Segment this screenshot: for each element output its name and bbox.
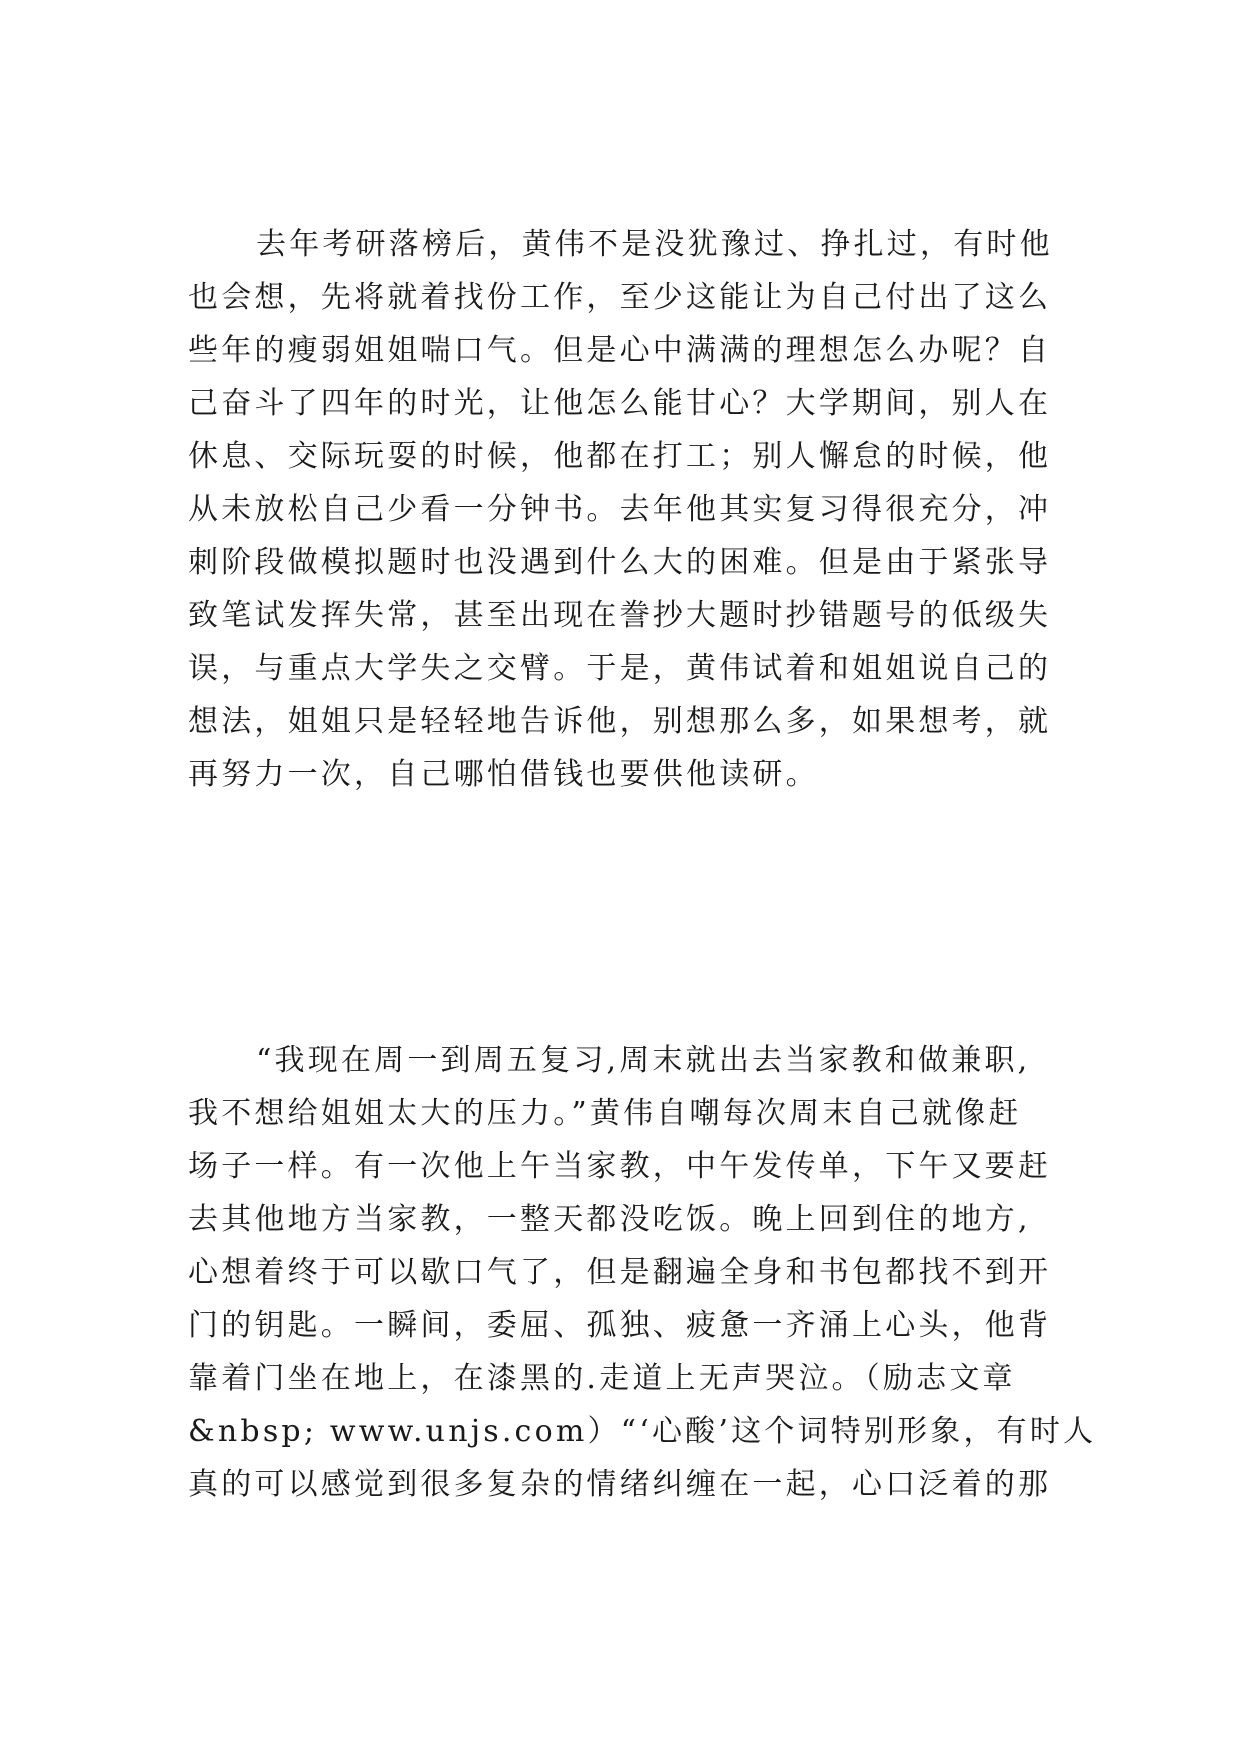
paragraph-line: 误，与重点大学失之交臂。于是，黄伟试着和姐姐说自己的 — [188, 651, 1052, 686]
paragraph-line: &nbsp; www.unjs.com）“‘心酸’这个词特别形象，有时人 — [188, 1414, 1097, 1449]
paragraph-line: 靠着门坐在地上，在漆黑的.走道上无声哭泣。（励志文章 — [188, 1361, 1016, 1396]
paragraph-line: 休息、交际玩耍的时候，他都在打工；别人懈怠的时候，他 — [188, 439, 1052, 474]
paragraph-2 — [188, 1034, 1097, 1511]
paragraph-line: 想法，姐姐只是轻轻地告诉他，别想那么多，如果想考，就 — [188, 704, 1052, 739]
paragraph-line: 我不想给姐姐太大的压力。”黄伟自嘲每次周末自己就像赶 — [188, 1096, 1022, 1131]
paragraph-line: 刺阶段做模拟题时也没遇到什么大的困难。但是由于紧张导 — [188, 545, 1052, 580]
paragraph-line: 门的钥匙。一瞬间，委屈、孤独、疲惫一齐涌上心头，他背 — [188, 1308, 1052, 1343]
paragraph-line: 心想着终于可以歇口气了，但是翻遍全身和书包都找不到开 — [188, 1255, 1052, 1290]
paragraph-line: 也会想，先将就着找份工作，至少这能让为自己付出了这么 — [188, 280, 1052, 315]
paragraph-line: 再努力一次，自己哪怕借钱也要供他读研。 — [188, 757, 819, 792]
paragraph-line: “我现在周一到周五复习,周末就出去当家教和做兼职, — [256, 1043, 1031, 1078]
paragraph-line: 场子一样。有一次他上午当家教，中午发传单，下午又要赶 — [188, 1149, 1052, 1184]
paragraph-line: 从未放松自己少看一分钟书。去年他其实复习得很充分，冲 — [188, 492, 1052, 527]
paragraph-line: 致笔试发挥失常，甚至出现在誊抄大题时抄错题号的低级失 — [188, 598, 1052, 633]
paragraph-line: 些年的瘦弱姐姐喘口气。但是心中满满的理想怎么办呢？自 — [188, 333, 1052, 368]
paragraph-line: 真的可以感觉到很多复杂的情绪纠缠在一起，心口泛着的那 — [188, 1467, 1052, 1502]
paragraph-line: 去其他地方当家教，一整天都没吃饭。晚上回到住的地方, — [188, 1202, 1031, 1237]
paragraph-line: 去年考研落榜后，黄伟不是没犹豫过、挣扎过，有时他 — [256, 227, 1053, 262]
paragraph-1 — [188, 218, 1068, 801]
paragraph-line: 己奋斗了四年的时光，让他怎么能甘心？大学期间，别人在 — [188, 386, 1052, 421]
